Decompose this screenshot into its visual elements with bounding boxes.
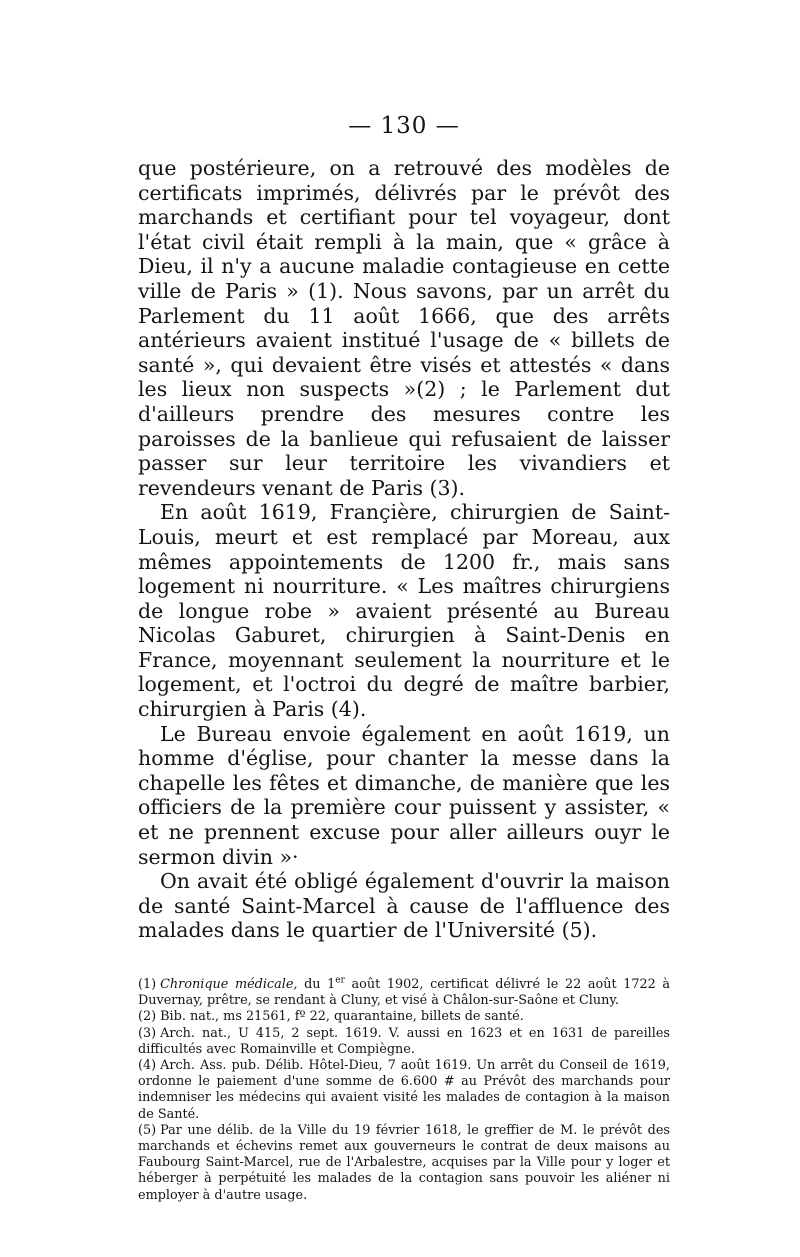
footnote-text: Arch. nat., U 415, 2 sept. 1619. V. aussi en 1623 et en 1631 de pareilles difficultés avec Romainville et Compiègne. — [138, 1025, 670, 1057]
footnote-text: du 1 — [297, 977, 336, 992]
footnote-number: (1) — [138, 977, 157, 992]
footnote-number: (4) — [138, 1058, 157, 1074]
footnote-1 — [138, 977, 670, 1009]
footnotes — [138, 977, 670, 1204]
paragraph-3: Le Bureau envoie également en août 1619, un homme d'église, pour chanter la messe dans la chapelle les fêtes et dimanche, de manière que les officiers de la première cour puissent y assister, « et ne prennent excuse pour aller ailleurs ouyr le sermon divin »· — [138, 721, 670, 869]
footnote-3 — [138, 1026, 670, 1058]
page-number: — 130 — — [348, 113, 460, 139]
footnote-text: Par une délib. de la Ville du 19 février 1618, le greffier de M. le prévôt des marchands et échevins remet aux gouverneurs le contrat de deux maisons au Faubourg Saint-Marcel, rue de l'Arbalestre, acquises par la Ville pour y loger et héberger à perpétuité les malades de la contagion sans pouvoir les aliéner ni employer à d'autre usage. — [138, 1122, 670, 1203]
footnote-superscript: er — [335, 975, 345, 986]
paragraph-4: On avait été obligé également d'ouvrir la maison de santé Saint-Marcel à cause de l'affluence des malades dans le quartier de l'Université (5). — [138, 869, 670, 943]
footnote-text: août 1902, certificat délivré le 22 août 1722 à Duvernay, prêtre, se rendant à Cluny, et visé à Châlon-sur-Saône et Cluny. — [138, 977, 670, 1009]
book-page — [138, 112, 670, 1203]
footnote-4 — [138, 1058, 670, 1123]
footnote-source-title: Chronique médicale, — [160, 977, 298, 992]
footnote-number: (5) — [138, 1122, 157, 1138]
footnote-text: Bib. nat., ms 21561, fº 22, quarantaine, billets de santé. — [160, 1009, 524, 1025]
footnote-text: Arch. Ass. pub. Délib. Hôtel-Dieu, 7 août 1619. Un arrêt du Conseil de 1619, ordonne le paiement d'une somme de 6.600 # au Prévôt des marchands pour indemniser les médecins qui avaient visité les malades de contagion à la maison de Santé. — [138, 1058, 670, 1122]
paragraph-2: En août 1619, Françière, chirurgien de Saint-Louis, meurt et est remplacé par Moreau, aux mêmes appointements de 1200 fr., mais sans logement ni nourriture. « Les maîtres chirurgiens de longue robe » avaient présenté au Bureau Nicolas Gaburet, chirurgien à Saint-Denis en France, moyennant seulement la nourriture et le logement, et l'octroi du degré de maître barbier, chirurgien à Paris (4). — [138, 500, 670, 722]
main-text — [138, 156, 670, 943]
footnote-5 — [138, 1123, 670, 1204]
paragraph-1: que postérieure, on a retrouvé des modèles de certificats imprimés, délivrés par le prévôt des marchands et certifiant pour tel voyageur, dont l'état civil était rempli à la main, que « grâce à Dieu, il n'y a aucune maladie contagieuse en cette ville de Paris » (1). Nous savons, par un arrêt du Parlement du 11 août 1666, que des arrêts antérieurs avaient institué l'usage de « billets de santé », qui devaient être visés et attestés « dans les lieux non suspects »(2) ; le Parlement dut d'ailleurs prendre des mesures contre les paroisses de la banlieue qui refusaient de laisser passer sur leur territoire les vivandiers et revendeurs venant de Paris (3). — [138, 156, 670, 500]
footnote-2 — [138, 1009, 670, 1025]
footnote-number: (2) — [138, 1009, 157, 1025]
footnote-number: (3) — [138, 1025, 157, 1041]
